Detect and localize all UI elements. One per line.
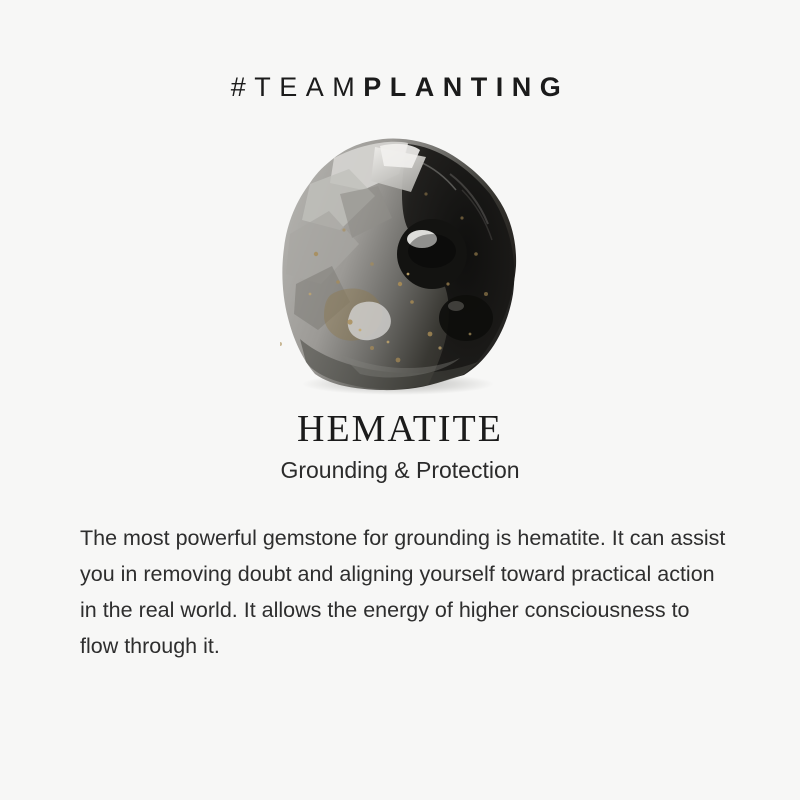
gemstone-name: HEMATITE: [297, 408, 503, 450]
hashtag-emphasis: PLANTING: [363, 72, 570, 102]
gemstone-description: The most powerful gemstone for grounding is hematite. It can assist you in removing doubt and aligning yourself toward practical action in the real world. It allows the energy of higher consciousness to flow through it.: [80, 526, 726, 658]
gemstone-card: [0, 72, 800, 800]
hashtag-prefix: #TEAM: [230, 72, 364, 102]
hematite-stone-artwork: [280, 134, 520, 396]
hematite-stone-image: [280, 134, 520, 396]
hashtag-title: [0, 72, 800, 103]
gemstone-tagline: Grounding & Protection: [280, 457, 520, 483]
